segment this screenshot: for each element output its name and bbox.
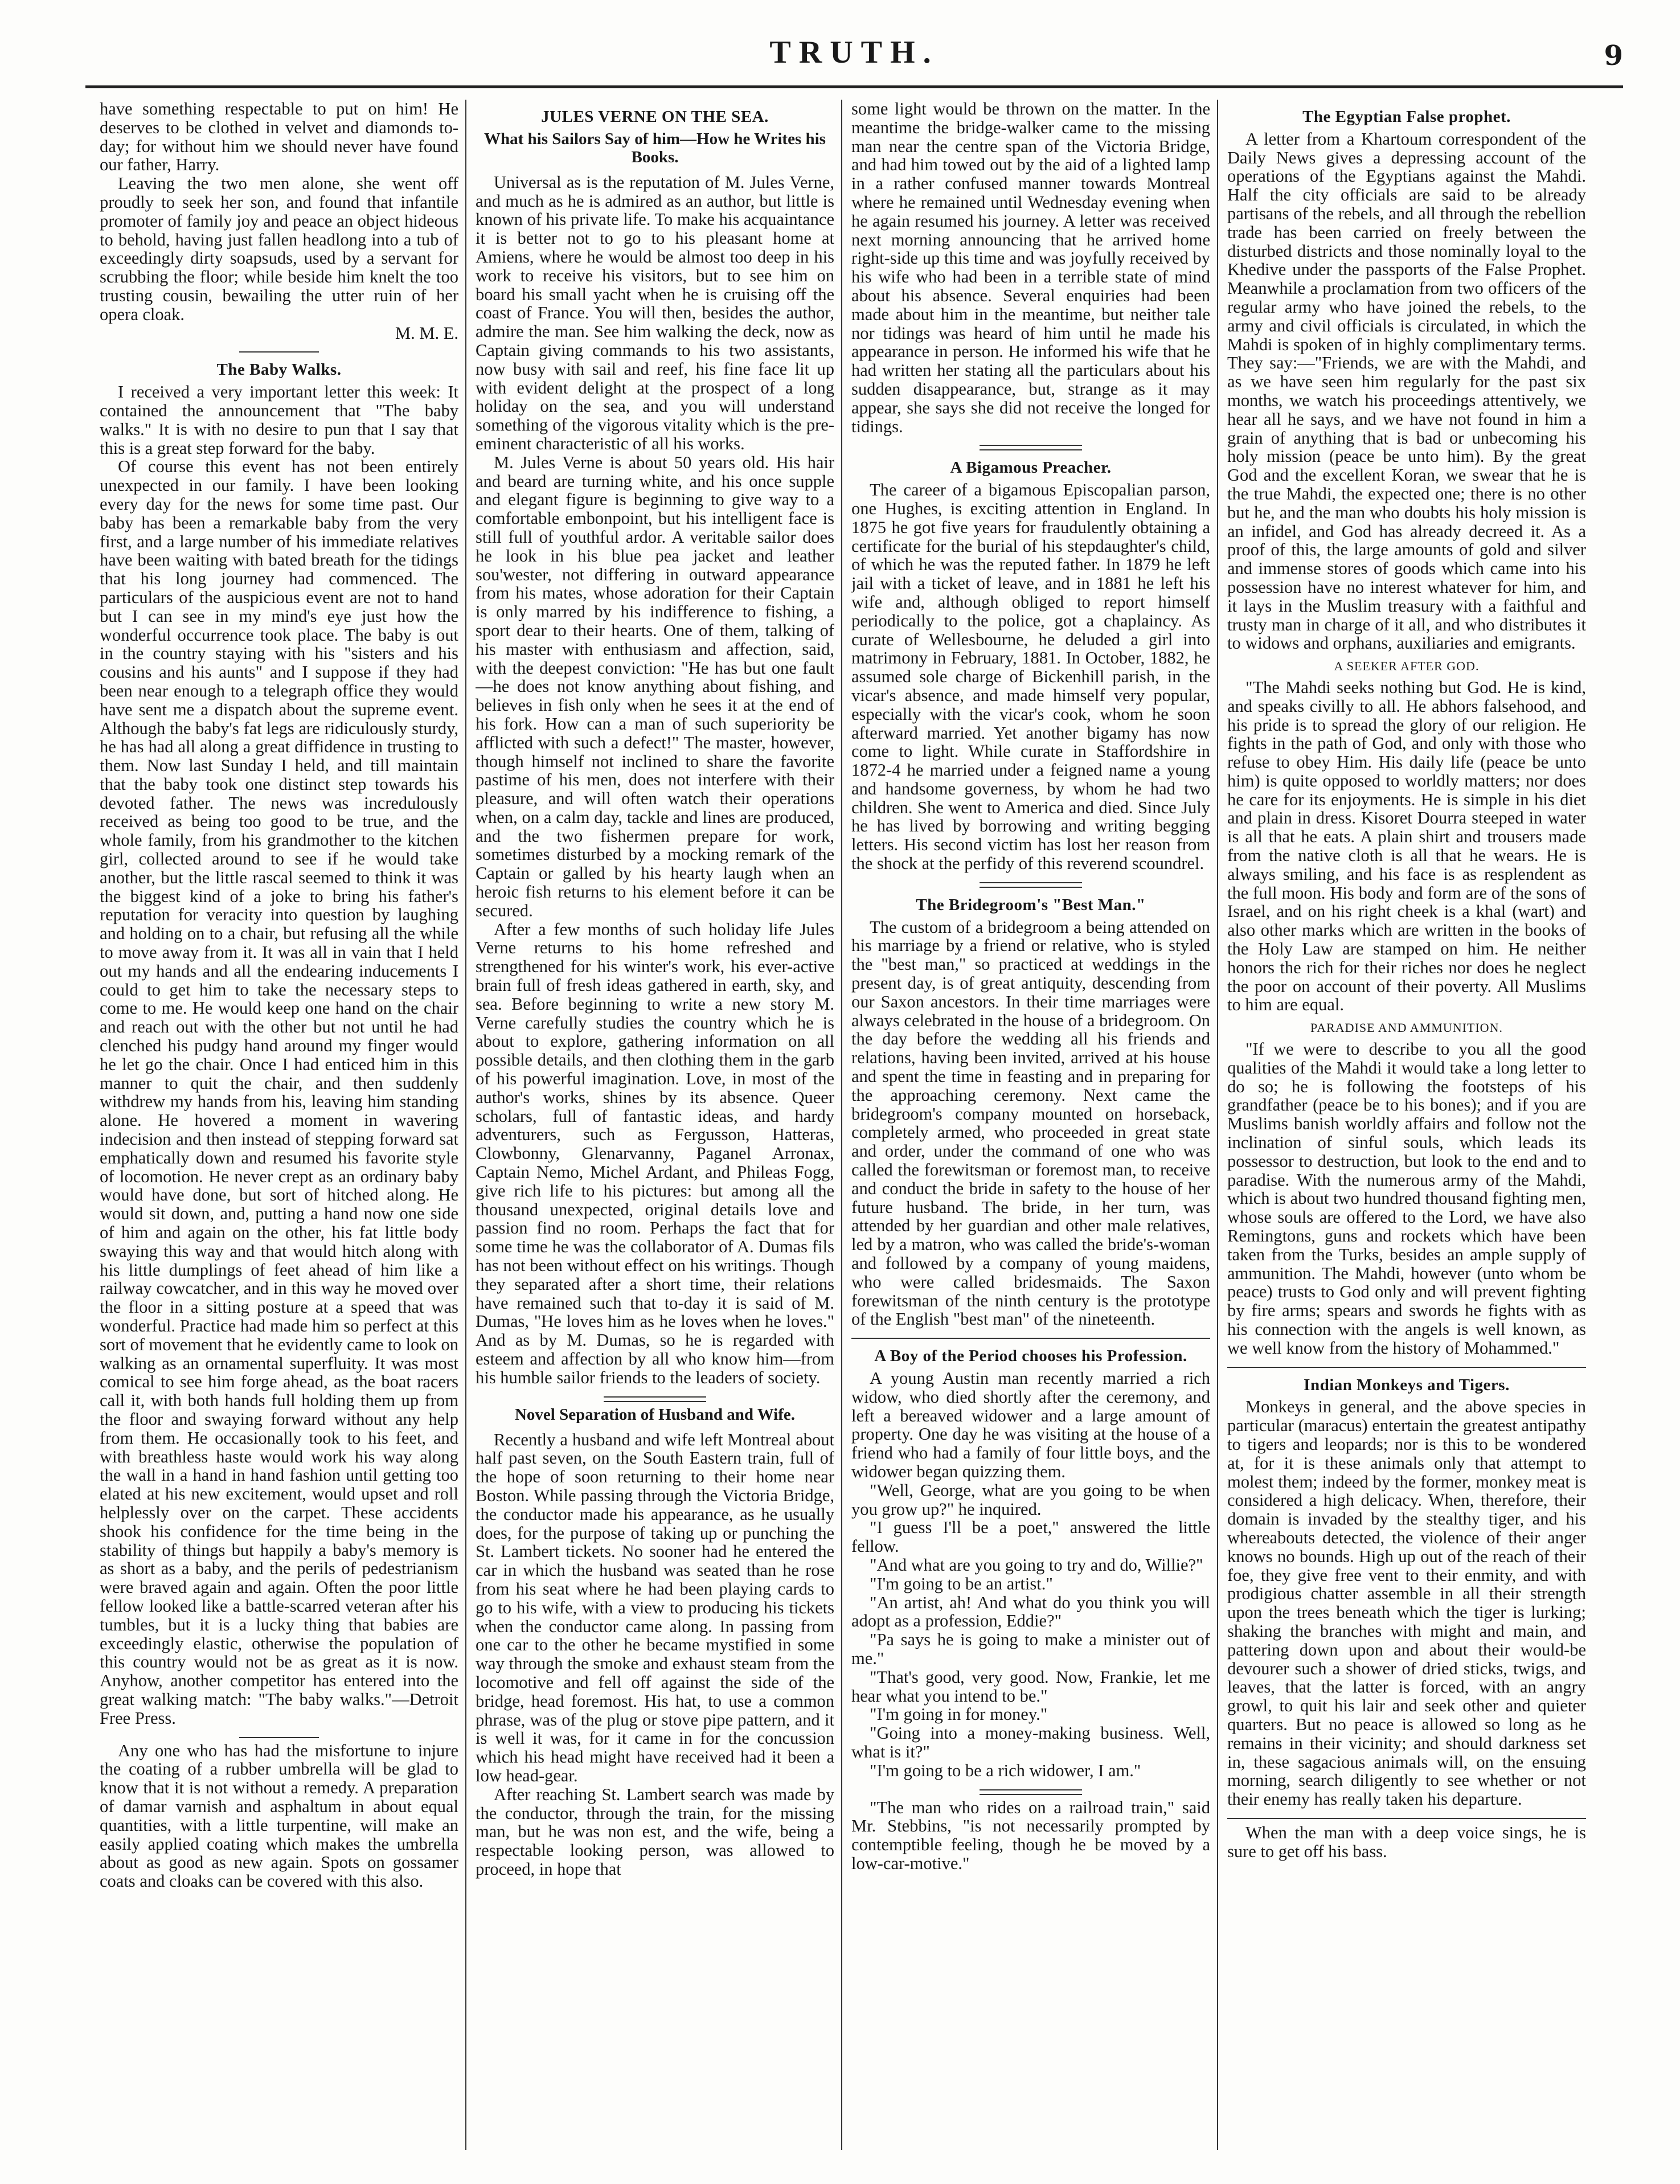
column-3 (851, 100, 1210, 2150)
article-paragraph: Recently a husband and wife left Montreal about half past seven, on the South Eastern train, full of the hope of soon returning to their home near Boston. While passing through the Victoria Bridge, the conductor made his appearance, as he usually does, for the purpose of taking up or punching the St. Lambert tickets. No sooner had he entered the car in which the husband was seated than he rose from his seat where he had been playing cards to go to his wife, with a view to producing his tickets when the conductor came along. In passing from one car to the other he became mystified in some way through the smoke and exhaust steam from the locomotive and fell off against the side of the bridge, head foremost. His hat, to use a common phrase, was of the plug or stove pipe pattern, and it is well it was, for it came in for the concussion which his head might have received had it been a low head-gear. (476, 1429, 834, 1785)
article-subtitle: What his Sailors Say of him—How he Writes his Books. (484, 129, 826, 166)
dialogue-line: "Going into a money-making business. Well, what is it?" (851, 1723, 1210, 1761)
dialogue-line: "Pa says he is going to make a minister out of me." (851, 1630, 1210, 1668)
article-paragraph: A young Austin man recently married a rich widow, who died shortly after the ceremony, and left a bereaved widower and a large amount of property. One day he was visiting at the house of a friend who had a family of four little boys, and the widower began quizzing them. (851, 1368, 1210, 1481)
article-title: The Egyptian False prophet. (1302, 108, 1511, 126)
page-number: 9 (1604, 40, 1623, 72)
article-separator (239, 351, 319, 353)
dialogue-line: "I guess I'll be a poet," answered the little fellow. (851, 1518, 1210, 1556)
column-4 (1227, 100, 1586, 2150)
article-paragraph: Of course this event has not been entirely unexpected in our family. I have been looking every day for the news for some time past. Our baby has been a remarkable baby from the very first, and a large number of his immediate relatives have been waiting with bated breath for the tidings that his long journey had commenced. The particulars of the auspicious event are not to hand but I can see in my mind's eye just how the wonderful occurrence took place. The baby is out in the country staying with his "sisters and his cousins and his aunts" and I suppose if they had been near enough to a telegraph office they would have sent me a dispatch about the supreme event. Although the baby's fat legs are ridiculously sturdy, he has had all along a great diffidence in trusting to them. Now last Sunday I held, and till maintain that the baby took one distinct step towards his devoted father. The news was incredulously received as being too good to be true, and the whole family, from his grandmother to the kitchen girl, collected around to see if he would take another, but the little rascal seemed to think it was the biggest kind of a joke to bring his father's reputation for veracity into question by laughing and holding on to a chair, but refusing all the while to move away from it. It was all in vain that I held out my hands and all the endearing inducements I could to get him to take the necessary steps to come to me. He would keep one hand on the chair and reach out with the other but not until he had clenched his pudgy hand around my finger would he let go the chair. Once I had enticed him in this manner to quit the chair, and then suddenly withdrew my hands from his, leaving him standing alone. He hovered a moment in wavering indecision and then instead of stepping forward sat emphatically down and resumed his favorite style of locomotion. He never crept as an ordinary baby would have done, but sort of hitched along. He would sit down, and, putting a hand now one side of him and again on the other, his fat little body swaying this way and that would hitch along with his little dumplings of feet ahead of him like a railway cowcatcher, and in this way he moved over the floor in a sitting posture at a speed that was wonderful. Practice had made him so perfect at this sort of movement that he evidently came to look on walking as an ornamental superfluity. It was most comical to see him forge ahead, as the boat racers call it, with both hands full holding them up from the floor and swaying forward without any help from them. He occasionally took to his feet, and with breathless haste would work his way along the wall in a hand in hand fashion until getting too elated at his new excitement, would upset and roll helplessly over on the carpet. These accidents shook his confidence for the time being in the stability of things but happily a baby's memory is as short as a baby, and the perils of pedestrianism were braved again and again. Often the poor little fellow looked like a battle-scarred veteran after his tumbles, but it is a lucky thing that babies are exceedingly elastic, otherwise the population of this country would not be as great as it is now. Anyhow, another competitor has entered into the great walking match: "The baby walks."—Detroit Free Press. (100, 457, 458, 1728)
article-title: The Baby Walks. (216, 360, 342, 379)
article-paragraph: The career of a bigamous Episcopalian parson, one Hughes, is exciting attention in England. In 1875 he got five years for fraudulently obtaining a certificate for the burial of his stepdaughter's child, of which he was the reputed father. In 1879 he left jail with a ticket of leave, and in 1881 he left his wife and, although obliged to report himself periodically to the police, got a chaplaincy. As curate of Wellesbourne, he deluded a girl into matrimony in February, 1881. In October, 1882, he assumed sole charge of Bickenhill parish, in the vicar's absence, and made himself very popular, especially with the vicar's cook, whom he soon afterward married. Yet another bigamy has now come to light. While curate in Staffordshire in 1872-4 he married under a feigned name a young and handsome governess, by whom he had two children. She went to America and died. Since July he has lived by borrowing and writing begging letters. His second victim has lost her reason from the shock at the perfidy of this reverend scoundrel. (851, 480, 1210, 874)
dialogue-line: "I'm going in for money." (870, 1704, 1048, 1724)
article-title: A Boy of the Period chooses his Profession. (874, 1347, 1187, 1366)
article-paragraph: Monkeys in general, and the above species in particular (maracus) entertain the greatest antipathy to tigers and leopards; nor is this to be wondered at, for it is these animals only that attempt to molest them; indeed by the former, monkey meat is considered a high delicacy. When, therefore, their domain is invaded by the stealthy tiger, and his whereabouts detected, the violence of their anger knows no bounds. High up out of the reach of their foe, they give free vent to their enmity, and with prodigious chatter assemble in all their strength upon the trees beneath which the tiger is lurking; shaking the branches with might and main, and pattering down upon and about their would-be devourer such a shower of dried sticks, twigs, and leaves, that the latter is forced, with an angry growl, to quit his lair and seek other and quieter quarters. But no peace is allowed so long as he remains in their vicinity; and should darkness set in, these sagacious animals will, on the ensuing morning, search diligently to see whether or not their enemy has really taken his departure. (1227, 1397, 1586, 1809)
section-subhead: A SEEKER AFTER GOD. (1334, 659, 1480, 674)
article-paragraph: Universal as is the reputation of M. Jules Verne, and much as he is admired as an author, but little is known of his private life. To make his acquaintance it is better not to go to his pleasant home at Amiens, where he would be almost too deep in his work to receive his visitors, but to see him on board his small yacht when he is cruising off the coast of France. You will then, besides the author, admire the man. See him walking the deck, now as Captain giving commands to his two assistants, now busy with sail and reef, his fine face lit up with evident delight at the prospect of a long holiday on the sea, and you will understand something of the vigorous vitality which is the pre-eminent characteristic of all his works. (476, 172, 834, 453)
dialogue-line: "I'm going to be an artist." (870, 1574, 1053, 1593)
header-rule (85, 85, 1623, 88)
author-signature: M. M. E. (395, 323, 458, 343)
article-separator (851, 1338, 1210, 1339)
dialogue-line: "Well, George, what are you going to be when you grow up?" he inquired. (851, 1480, 1210, 1519)
article-separator (1227, 1818, 1586, 1819)
column-divider (1217, 100, 1218, 2150)
article-title: Novel Separation of Husband and Wife. (514, 1405, 796, 1424)
article-paragraph: After a few months of such holiday life Jules Verne returns to his home refreshed and strengthened for his winter's work, his ever-active brain full of fresh ideas gathered in earth, sky, and sea. Before beginning to write a new story M. Verne carefully studies the country which he is about to explore, gathering information on all possible details, and then clothing them in the garb of his powerful imagination. Love, in most of the author's works, shines by its absence. Queer scholars, full of fantastic ideas, and hardy adventurers, such as Fergusson, Hatteras, Clowbonny, Glenarvanny, Paganel Arronax, Captain Nemo, Michel Ardant, and Phileas Fogg, give rich life to his pictures: but among all the thousand unexpected, original details love and passion find no room. Perhaps the fact that for some time he was the collaborator of A. Dumas fils has not been without effect on his writings. Though they separated after a short time, their relations have remained such that to-day it is said of M. Dumas, "He loves him as he loves when he loves." And as by M. Dumas, so he is regarded with esteem and affection by all who know him—from his humble sailor friends to the leaders of society. (476, 919, 834, 1387)
story-continuation: Leaving the two men alone, she went off proudly to seek her son, and found that infantile promoter of family joy and peace an object hideous to behold, having just fallen headlong into a tub of exceedingly dirty soapsuds, used by a servant for scrubbing the floor; while beside him knelt the too trusting cousin, bewailing the utter ruin of her opera cloak. (100, 174, 458, 324)
article-separator (980, 445, 1082, 450)
article-paragraph: After reaching St. Lambert search was made by the conductor, through the train, for the missing man, but he was non est, and the wife, being a respectable looking person, was allowed to proceed, in hope that (476, 1784, 834, 1879)
article-paragraph: Any one who has had the misfortune to injure the coating of a rubber umbrella will be glad to know that it is not without a remedy. A preparation of damar varnish and asphaltum in about equal quantities, with a little turpentine, will make an easily applied coating which makes the umbrella about as good as new again. Spots on gossamer coats and cloaks can be covered with this also. (100, 1740, 458, 1891)
article-paragraph: "The Mahdi seeks nothing but God. He is kind, and speaks civilly to all. He abhors falsehood, and his pride is to spread the glory of our religion. He fights in the path of God, and only with those who refuse to obey Him. His daily life (peace be unto him) is quite opposed to worldly matters; nor does he care for its enjoyments. He is simple in his diet and plain in dress. Kisoret Dourra steeped in water is all that he eats. A plain shirt and trousers made from the native cloth is all that he wears. He is always smiling, and his face is as resplendent as the full moon. His body and form are of the sons of Israel, and on his right cheek is a khal (wart) and also other marks which are written in the books of the Holy Law are stamped on him. He neither honors the rich for their riches nor does he neglect the poor on account of their poverty. All Muslims to him are equal. (1227, 677, 1586, 1015)
article-paragraph: some light would be thrown on the matter. In the meantime the bridge-walker came to the missing man near the centre span of the Victoria Bridge, and had him towed out by the aid of a lighted lamp in a rather confused manner towards Montreal where he remained until Wednesday evening when he again resumed his journey. A letter was received next morning announcing that he arrived home right-side up this time and was joyfully received by his wife who had been in a terrible state of mind about his absence. Several enquiries had been made about him in the meantime, but neither tale nor tidings was heard of him until he made his appearance in person. He informed his wife that he had written her stating all the particulars about his sudden disappearance, but, strange as it may appear, she says she did not receive the longed for tidings. (851, 100, 1210, 436)
article-paragraph: "If we were to describe to you all the good qualities of the Mahdi it would take a long letter to do so; he is following the footsteps of his grandfather (peace be to his bones); and if you are Muslims banish worldly affairs and follow not the inclination of sinful souls, which leads its possessor to destruction, but look to the end and to paradise. With the numerous army of the Mahdi, which is about two hundred thousand fighting men, whose souls are offered to the Lord, we have also Remingtons, guns and rockets which have been taken from the Turks, besides an ample supply of ammunition. The Mahdi, however (unto whom be peace) trusts to God only and will prevent fighting by fire arms; spears and swords he fights with as his connection with the angels is well known, as we well know from the history of Mohammed." (1227, 1039, 1586, 1358)
article-separator (604, 1396, 706, 1402)
article-separator (1227, 1367, 1586, 1368)
article-title: JULES VERNE ON THE SEA. (541, 108, 769, 126)
column-divider (465, 100, 466, 2150)
article-paragraph: When the man with a deep voice sings, he is sure to get off his bass. (1227, 1822, 1586, 1861)
article-paragraph: I received a very important letter this week: It contained the announcement that "The baby walks." It is with no desire to pun that I say that this is a great step forward for the baby. (100, 382, 458, 458)
article-title: Indian Monkeys and Tigers. (1304, 1375, 1510, 1394)
section-subhead: PARADISE AND AMMUNITION. (1310, 1021, 1503, 1035)
column-1 (100, 100, 458, 2150)
dialogue-line: "That's good, very good. Now, Frankie, let me hear what you intend to be." (851, 1667, 1210, 1706)
story-continuation: have something respectable to put on him! He deserves to be clothed in velvet and diamonds to-day; for without him we should never have found our father, Harry. (100, 100, 458, 175)
column-2 (476, 100, 834, 2150)
article-paragraph: A letter from a Khartoum correspondent of the Daily News gives a depressing account of the operations of the Egyptians against the Mahdi. Half the city officials are said to be already partisans of the rebels, and all through the rebellion trade has been carried on freely between the disturbed districts and those nominally loyal to the Khedive under the passports of the False Prophet. Meanwhile a proclamation from two officers of the regular army who have joined the rebels, to the army and civil officials is circulated, in which the Mahdi is spoken of in highly complimentary terms. They say:—"Friends, we are with the Mahdi, and as we have seen him regularly for the past six months, we watch his proceedings attentively, we hear all he says, and we have not found in him a grain of anything that is bad or unbecoming his holy mission (peace be unto him). By the great God and the excellent Koran, we swear that he is the true Mahdi, the expected one; there is no other but he, and the man who doubts his holy mission is an infidel, and God has already decreed it. As a proof of this, the large amounts of gold and silver and immense stores of goods which came into his possession have no interest whatever for him, and it lays in the Muslim treasury with a faithful and trusty man in charge of it all, and who distributes it to widows and orphans, auxiliaries and emigrants. (1227, 129, 1586, 653)
article-title: A Bigamous Preacher. (950, 458, 1112, 477)
article-paragraph: M. Jules Verne is about 50 years old. His hair and beard are turning white, and his once supple and elegant figure is beginning to give way to a comfortable embonpoint, but his intelligent face is still full of youthful ardor. A veritable sailor does he look in his blue pea jacket and leather sou'wester, not differing in outward appearance from his mates, whose adoration for their Captain is only marred by his indifference to fishing, a sport dear to their hearts. One of them, talking of his master with enthusiasm and affection, said, with the deepest conviction: "He has but one fault—he does not know anything about fishing, and believes in fish only when he sees it at the end of his fork. How can a man of such superiority be afflicted with such a defect!" The master, however, though himself not inclined to share the favorite pastime of his men, does not interfere with their pleasure, and will often watch their operations when, on a calm day, tackle and lines are produced, and the two fishermen prepare for work, sometimes disturbed by a mocking remark of the Captain or galled by his hearty laugh when an heroic fish returns to his element before it can be secured. (476, 452, 834, 920)
masthead-title: TRUTH. (769, 35, 939, 70)
article-separator (980, 882, 1082, 888)
dialogue-line: "I'm going to be a rich widower, I am." (870, 1760, 1141, 1780)
article-paragraph: "The man who rides on a railroad train," said Mr. Stebbins, "is not necessarily prompted by contemptible feeling, though he be moved by a low-car-motive." (851, 1797, 1210, 1873)
column-divider (841, 100, 842, 2150)
article-separator (239, 1737, 319, 1738)
article-title: The Bridegroom's "Best Man." (916, 895, 1146, 914)
dialogue-line: "And what are you going to try and do, Willie?" (870, 1555, 1203, 1575)
dialogue-line: "An artist, ah! And what do you think you will adopt as a profession, Eddie?" (851, 1592, 1210, 1631)
article-separator (980, 1789, 1082, 1795)
article-paragraph: The custom of a bridegroom a being attended on his marriage by a friend or relative, who is styled the "best man," so practiced at weddings in the present day, is of great antiquity, descending from our Saxon ancestors. In their time marriages were always celebrated in the house of a bridegroom. On the day before the wedding all his friends and relations, having been invited, arrived at his house and spent the time in feasting and in preparing for the approaching ceremony. Next came the bridegroom's company mounted on horseback, completely armed, who proceeded in great state and order, under the command of one who was called the forewitsman or foremost man, to receive and conduct the bride in safety to the house of her future husband. The bride, in her turn, was attended by her guardian and other male relatives, led by a matron, who was called the bride's-woman and followed by a company of young maidens, who were called bridesmaids. The Saxon forewitsman of the ninth century is the prototype of the English "best man" of the nineteenth. (851, 917, 1210, 1329)
